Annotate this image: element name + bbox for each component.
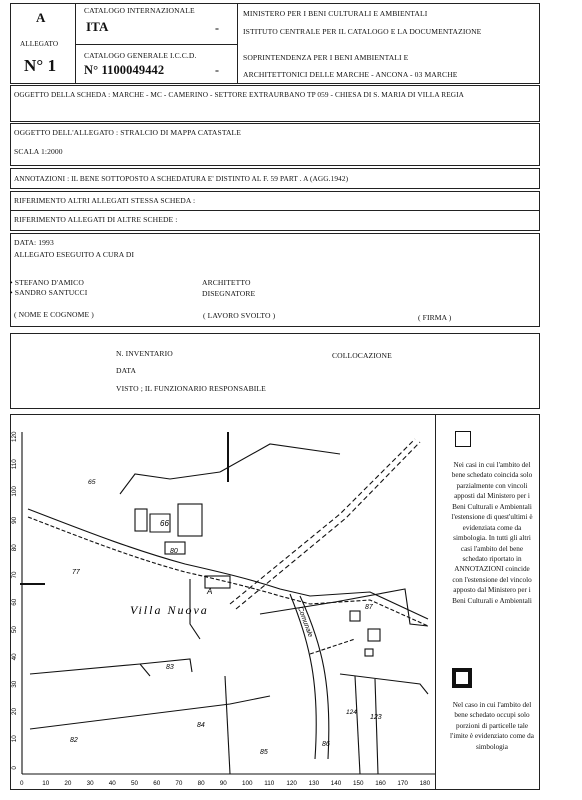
header-middle-line <box>75 44 237 45</box>
oggetto-scheda: OGGETTO DELLA SCHEDA : MARCHE - MC - CAMERINO - SETTORE EXTRAURBANO TP 059 - CHIESA DI S. MARIA DI VILLA REGIA <box>14 90 465 99</box>
role-2: DISEGNATORE <box>202 289 256 298</box>
inventario: N. INVENTARIO <box>116 349 173 358</box>
col-ruler-tick: 60 <box>153 780 161 787</box>
lavoro-label: ( LAVORO SVOLTO ) <box>203 311 276 320</box>
cat-int-dash: - <box>215 21 220 35</box>
col-ruler-tick: 20 <box>64 780 72 787</box>
collocazione: COLLOCAZIONE <box>332 351 392 360</box>
col-ruler-tick: 10 <box>42 780 50 787</box>
row-ruler-tick: 10 <box>11 735 18 743</box>
col-ruler-tick: 130 <box>308 780 320 787</box>
scala: SCALA 1:2000 <box>14 147 63 156</box>
parcel-77: 77 <box>72 569 80 576</box>
ministry-line-3: SOPRINTENDENZA PER I BENI AMBIENTALI E <box>243 53 409 62</box>
cat-int-value: ITA <box>86 19 109 34</box>
rif-altre-schede: RIFERIMENTO ALLEGATI DI ALTRE SCHEDE : <box>14 215 178 224</box>
row-ruler-tick: 40 <box>11 653 18 661</box>
parcel-83: 83 <box>166 664 174 671</box>
data: DATA: 1993 <box>14 238 54 247</box>
annotazioni: ANNOTAZIONI : IL BENE SOTTOPOSTO A SCHEDATURA E' DISTINTO AL F. 59 PART . A (AGG.1942) <box>14 174 349 183</box>
col-ruler-tick: 0 <box>20 780 24 787</box>
visto: VISTO ; IL FUNZIONARIO RESPONSABILE <box>116 384 266 393</box>
ministry-line-1: MINISTERO PER I BENI CULTURALI E AMBIENTALI <box>243 9 428 18</box>
col-ruler-tick: 40 <box>108 780 116 787</box>
row-ruler-tick: 70 <box>11 571 18 579</box>
row-ruler-tick: 80 <box>11 544 18 552</box>
col-ruler-tick: 170 <box>397 780 408 787</box>
row-ruler-tick: 20 <box>11 707 18 715</box>
parcel-66: 66 <box>160 519 169 528</box>
parcel-87: 87 <box>365 604 373 611</box>
data-2: DATA <box>116 366 137 375</box>
ministry-line-4: ARCHITETTONICI DELLE MARCHE - ANCONA - 03 MARCHE <box>243 70 458 79</box>
parcel-84: 84 <box>197 722 205 729</box>
inventario-box <box>10 333 540 409</box>
firma-label: ( FIRMA ) <box>418 313 452 322</box>
parcel-65: 65 <box>88 479 96 486</box>
header-divider-2 <box>237 3 238 84</box>
row-ruler-tick: 90 <box>11 516 18 524</box>
legend-symbol-bold <box>452 668 472 688</box>
col-ruler-tick: 70 <box>175 780 183 787</box>
nome-cognome-label: ( NOME E COGNOME ) <box>14 310 94 319</box>
parcel-80: 80 <box>170 548 178 555</box>
role-1: ARCHITETTO <box>202 278 251 287</box>
legend-symbol-empty <box>455 431 471 447</box>
cadastral-map <box>10 414 435 790</box>
row-ruler-tick: 110 <box>11 459 18 470</box>
col-ruler-tick: 80 <box>197 780 205 787</box>
parcel-123: 123 <box>370 714 382 721</box>
col-ruler-tick: 110 <box>264 780 275 787</box>
eseguito: ALLEGATO ESEGUITO A CURA DI <box>14 250 135 259</box>
parcel-86: 86 <box>322 741 330 748</box>
cat-int-label: CATALOGO INTERNAZIONALE <box>84 6 195 15</box>
row-ruler-tick: 120 <box>11 431 18 442</box>
cat-gen-value: N° 1100049442 <box>84 63 165 77</box>
oggetto-allegato: OGGETTO DELL'ALLEGATO : STRALCIO DI MAPPA CATASTALE <box>14 128 242 137</box>
map-legend-divider <box>435 414 436 790</box>
person-1: • STEFANO D'AMICO <box>10 278 84 287</box>
parcel-A: A <box>207 587 213 596</box>
row-ruler-tick: 60 <box>11 598 18 606</box>
cat-gen-label: CATALOGO GENERALE I.C.C.D. <box>84 51 197 60</box>
col-ruler-tick: 150 <box>353 780 364 787</box>
place-name: Villa Nuova <box>130 603 209 617</box>
allegato-number: N° 1 <box>24 56 57 75</box>
road-label: Comunale <box>296 605 314 639</box>
person-2: • SANDRO SANTUCCI <box>10 288 88 297</box>
rif-stessa-scheda: RIFERIMENTO ALTRI ALLEGATI STESSA SCHEDA : <box>14 196 196 205</box>
ministry-line-2: ISTITUTO CENTRALE PER IL CATALOGO E LA DOCUMENTAZIONE <box>243 27 482 36</box>
parcel-82: 82 <box>70 737 78 744</box>
parcel-124: 124 <box>346 709 357 716</box>
col-ruler-tick: 180 <box>419 780 431 787</box>
riferimenti-divider <box>10 210 540 211</box>
cat-gen-dash: - <box>215 63 220 77</box>
col-ruler-tick: 120 <box>286 780 297 787</box>
parcel-85: 85 <box>260 749 268 756</box>
col-ruler-tick: 160 <box>375 780 386 787</box>
row-ruler-tick: 0 <box>11 766 18 770</box>
col-ruler-tick: 30 <box>86 780 94 787</box>
legend-text-1: Nei casi in cui l'ambito del bene schedato coincida solo parzialmente con vincoli apposti dal Ministero per i Beni Culturali e Ambientali l'estensione di quest'ultimi è evidenziata come da simbologia. In tutti gli altri casi l'ambito del bene schedato riportato in ANNOTAZIONI coincide con l'estensione del vincolo apposto dal Ministero per i Beni Culturali e Ambientali <box>451 461 533 605</box>
col-ruler-tick: 140 <box>330 780 342 787</box>
col-ruler-tick: 100 <box>242 780 253 787</box>
allegato-label: ALLEGATO <box>20 40 59 48</box>
col-ruler-tick: 50 <box>131 780 139 787</box>
row-ruler-tick: 30 <box>11 680 18 688</box>
legend-text-2: Nel caso in cui l'ambito del bene schedato occupi solo porzioni di particelle tale l'imite è evidenziato come da simbologia <box>450 701 534 751</box>
col-ruler-tick: 90 <box>219 780 227 787</box>
allegato-letter: A <box>36 10 46 25</box>
row-ruler-tick: 100 <box>11 486 18 497</box>
row-ruler-tick: 50 <box>11 626 18 634</box>
